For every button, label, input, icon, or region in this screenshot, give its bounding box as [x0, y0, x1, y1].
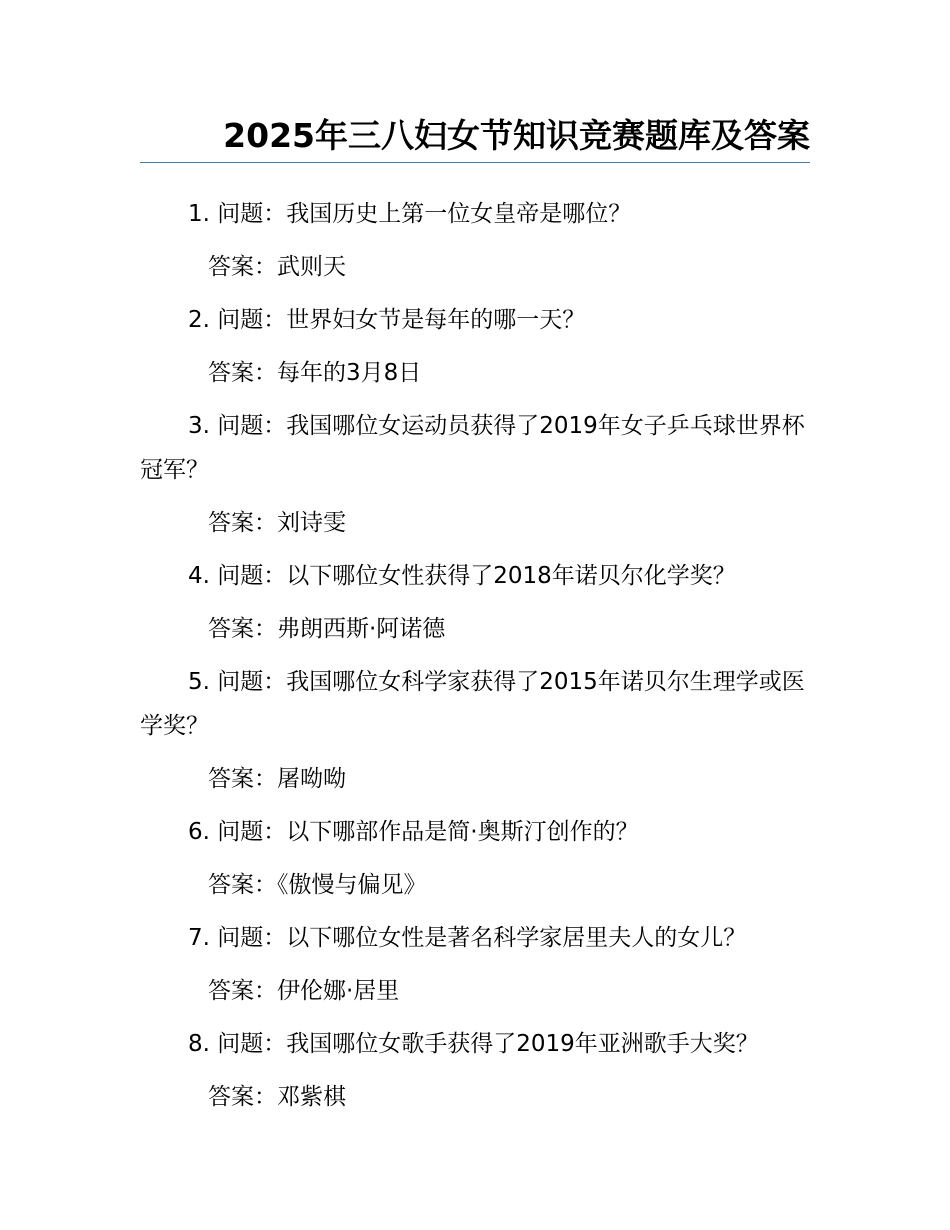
- document-title: 2025年三八妇女节知识竞赛题库及答案: [223, 116, 810, 155]
- question-label: 问题：我国哪位女科学家获得了2015年诺贝尔生理学或医学奖？: [140, 669, 805, 739]
- item-number: 4.: [188, 563, 210, 589]
- answer-text: 答案：武则天: [208, 254, 346, 280]
- qa-list: [140, 192, 806, 1128]
- item-number: 2.: [188, 307, 210, 333]
- question-label: 问题：以下哪位女性获得了2018年诺贝尔化学奖？: [217, 563, 736, 589]
- question-text: [140, 298, 806, 342]
- question-label: 问题：我国哪位女运动员获得了2019年女子乒乓球世界杯冠军？: [140, 413, 805, 483]
- title-underline: [140, 162, 810, 163]
- qa-item: [140, 554, 806, 651]
- item-number: 1.: [188, 201, 210, 227]
- item-number: 6.: [188, 819, 210, 845]
- qa-item: [140, 404, 806, 545]
- question-text: [140, 916, 806, 960]
- question-label: 问题：我国哪位女歌手获得了2019年亚洲歌手大奖？: [217, 1031, 759, 1057]
- qa-item: [140, 916, 806, 1013]
- qa-item: [140, 192, 806, 289]
- item-number: 8.: [188, 1031, 210, 1057]
- question-text: [140, 660, 806, 748]
- item-number: 5.: [188, 669, 210, 695]
- question-label: 问题：世界妇女节是每年的哪一天？: [217, 307, 586, 333]
- item-number: 7.: [188, 925, 210, 951]
- question-label: 问题：以下哪位女性是著名科学家居里夫人的女儿？: [217, 925, 747, 951]
- question-text: [140, 810, 806, 854]
- qa-item: [140, 298, 806, 395]
- qa-item: [140, 810, 806, 907]
- answer-text: 答案：屠呦呦: [208, 766, 346, 792]
- answer-text: 答案：每年的3月8日: [208, 360, 422, 386]
- question-text: [140, 1022, 806, 1066]
- answer-text: 答案：弗朗西斯·阿诺德: [208, 616, 446, 642]
- question-label: 问题：以下哪部作品是简·奥斯汀创作的？: [217, 819, 639, 845]
- qa-item: [140, 660, 806, 801]
- item-number: 3.: [188, 413, 210, 439]
- question-label: 问题：我国历史上第一位女皇帝是哪位？: [217, 201, 632, 227]
- question-text: [140, 192, 806, 236]
- question-text: [140, 554, 806, 598]
- question-text: [140, 404, 806, 492]
- qa-item: [140, 1022, 806, 1119]
- answer-text: 答案：邓紫棋: [208, 1084, 346, 1110]
- answer-text: 答案：刘诗雯: [208, 510, 346, 536]
- answer-text: 答案：伊伦娜·居里: [208, 978, 400, 1004]
- answer-text: 答案：《傲慢与偏见》: [208, 872, 427, 898]
